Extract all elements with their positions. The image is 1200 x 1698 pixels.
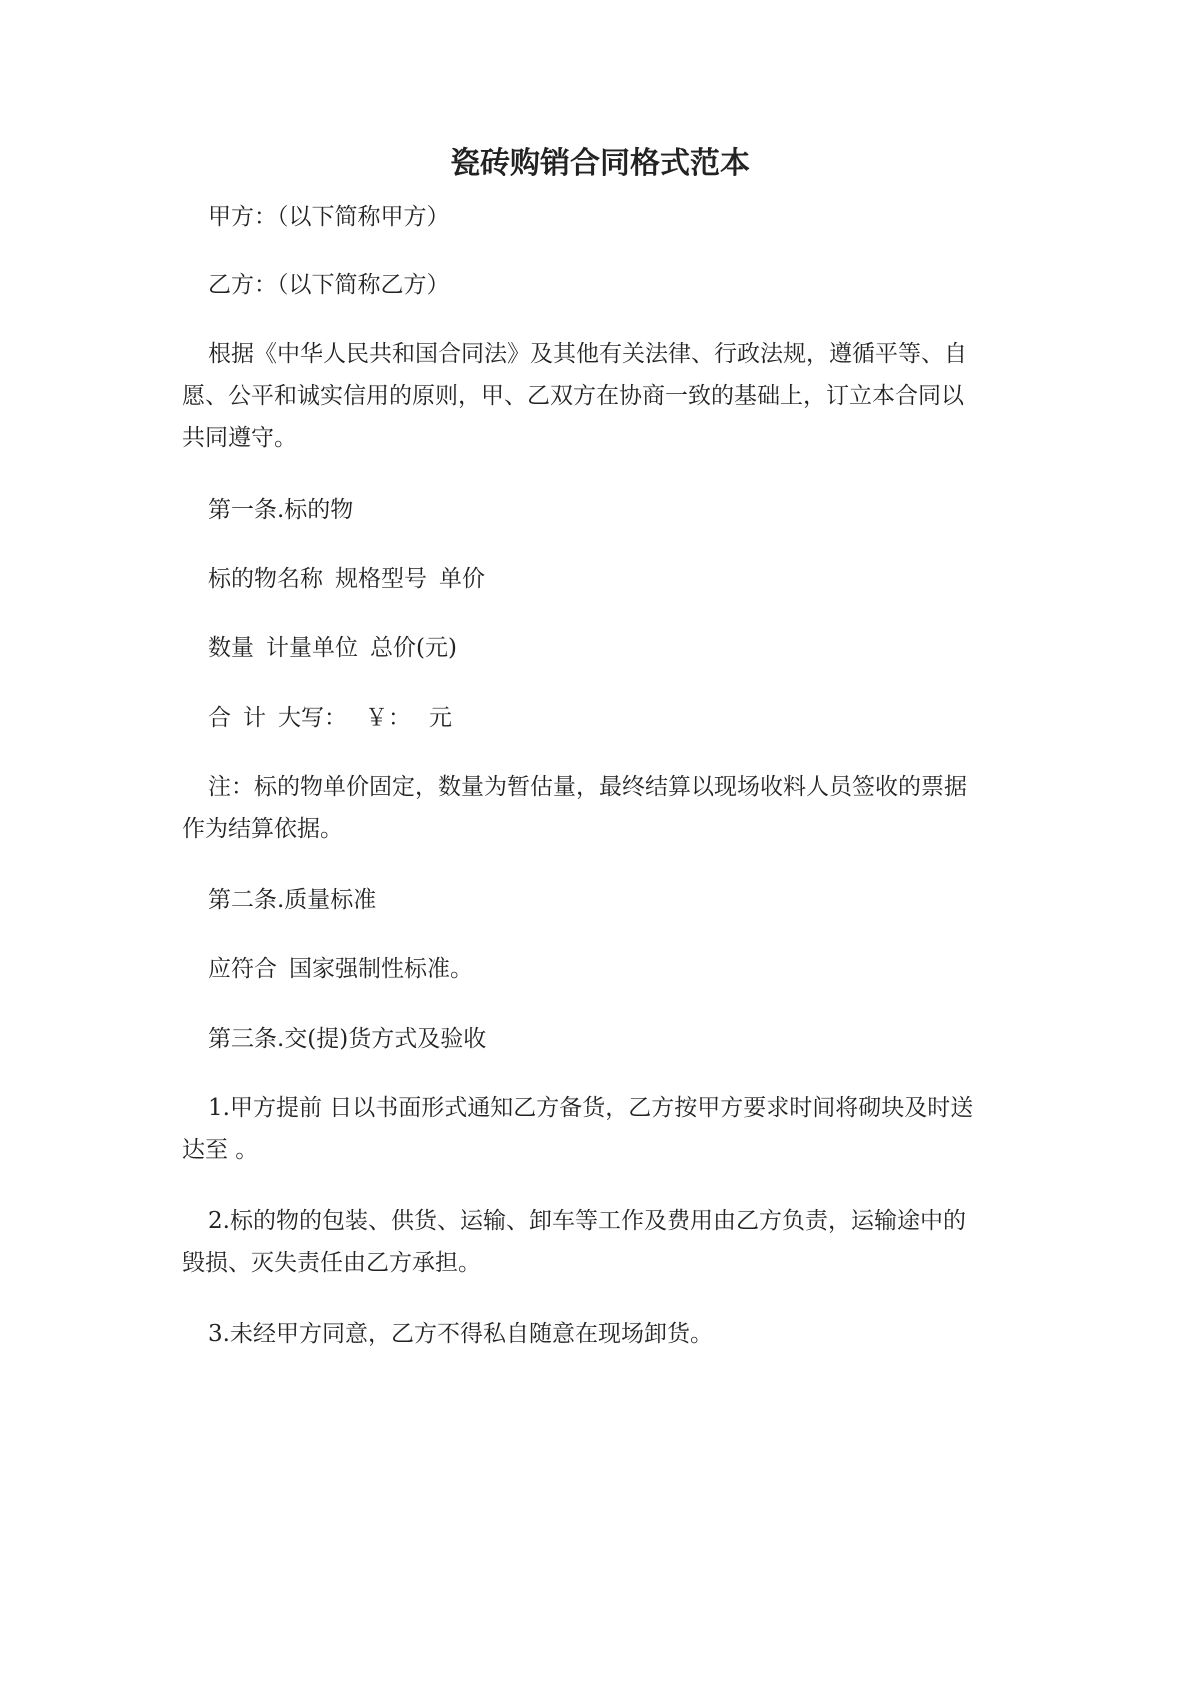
spec-model-label: 规格型号 <box>335 566 427 592</box>
article-2-text <box>182 948 1032 990</box>
article-1-heading: 第一条.标的物 <box>208 497 354 523</box>
article-3-item-3: 3.未经甲方同意，乙方不得私自随意在现场卸货。 <box>208 1321 713 1347</box>
article-2-heading: 第二条.质量标准 <box>208 887 377 913</box>
document-title: 瓷砖购销合同格式范本 <box>450 146 750 181</box>
article-3-item-1 <box>182 1087 1032 1171</box>
item-line: 毁损、灭失责任由乙方承担。 <box>182 1250 481 1276</box>
article-1-row-1 <box>182 558 1032 600</box>
intro-line: 共同遵守。 <box>182 425 297 451</box>
note-line: 注：标的物单价固定，数量为暂估量，最终结算以现场收料人员签收的票据 <box>208 774 967 800</box>
total-char-1: 合 <box>208 705 231 731</box>
quantity-label: 数量 <box>208 635 254 661</box>
intro-line: 根据《中华人民共和国合同法》及其他有关法律、行政法规，遵循平等、自 <box>208 341 967 367</box>
item-name-label: 标的物名称 <box>208 566 323 592</box>
party-b-line: 乙方：（以下简称乙方） <box>208 272 450 298</box>
article-1-note <box>182 766 1032 850</box>
total-char-2: 计 <box>243 705 266 731</box>
yuan-symbol-label: ￥： <box>365 705 411 731</box>
intro-paragraph <box>182 333 1032 459</box>
total-price-label: 总价(元) <box>370 635 457 661</box>
item-line: 1.甲方提前 日以书面形式通知乙方备货，乙方按甲方要求时间将砌块及时送 <box>208 1095 974 1121</box>
note-line: 作为结算依据。 <box>182 816 343 842</box>
yuan-unit-label: 元 <box>429 705 452 731</box>
article-1-total-line <box>182 697 1032 739</box>
article-3-heading: 第三条.交(提)货方式及验收 <box>208 1026 487 1052</box>
capital-amount-label: 大写： <box>278 705 347 731</box>
measure-unit-label: 计量单位 <box>266 635 358 661</box>
standard-label: 国家强制性标准。 <box>289 956 473 982</box>
item-line: 2.标的物的包装、供货、运输、卸车等工作及费用由乙方负责，运输途中的 <box>208 1208 966 1234</box>
party-a-line: 甲方：（以下简称甲方） <box>208 204 450 230</box>
unit-price-label: 单价 <box>439 566 485 592</box>
article-3-item-2 <box>182 1200 1032 1284</box>
intro-line: 愿、公平和诚实信用的原则，甲、乙双方在协商一致的基础上，订立本合同以 <box>182 383 964 409</box>
item-line: 达至 。 <box>182 1137 259 1163</box>
article-1-row-2 <box>182 627 1032 669</box>
conform-label: 应符合 <box>208 956 277 982</box>
